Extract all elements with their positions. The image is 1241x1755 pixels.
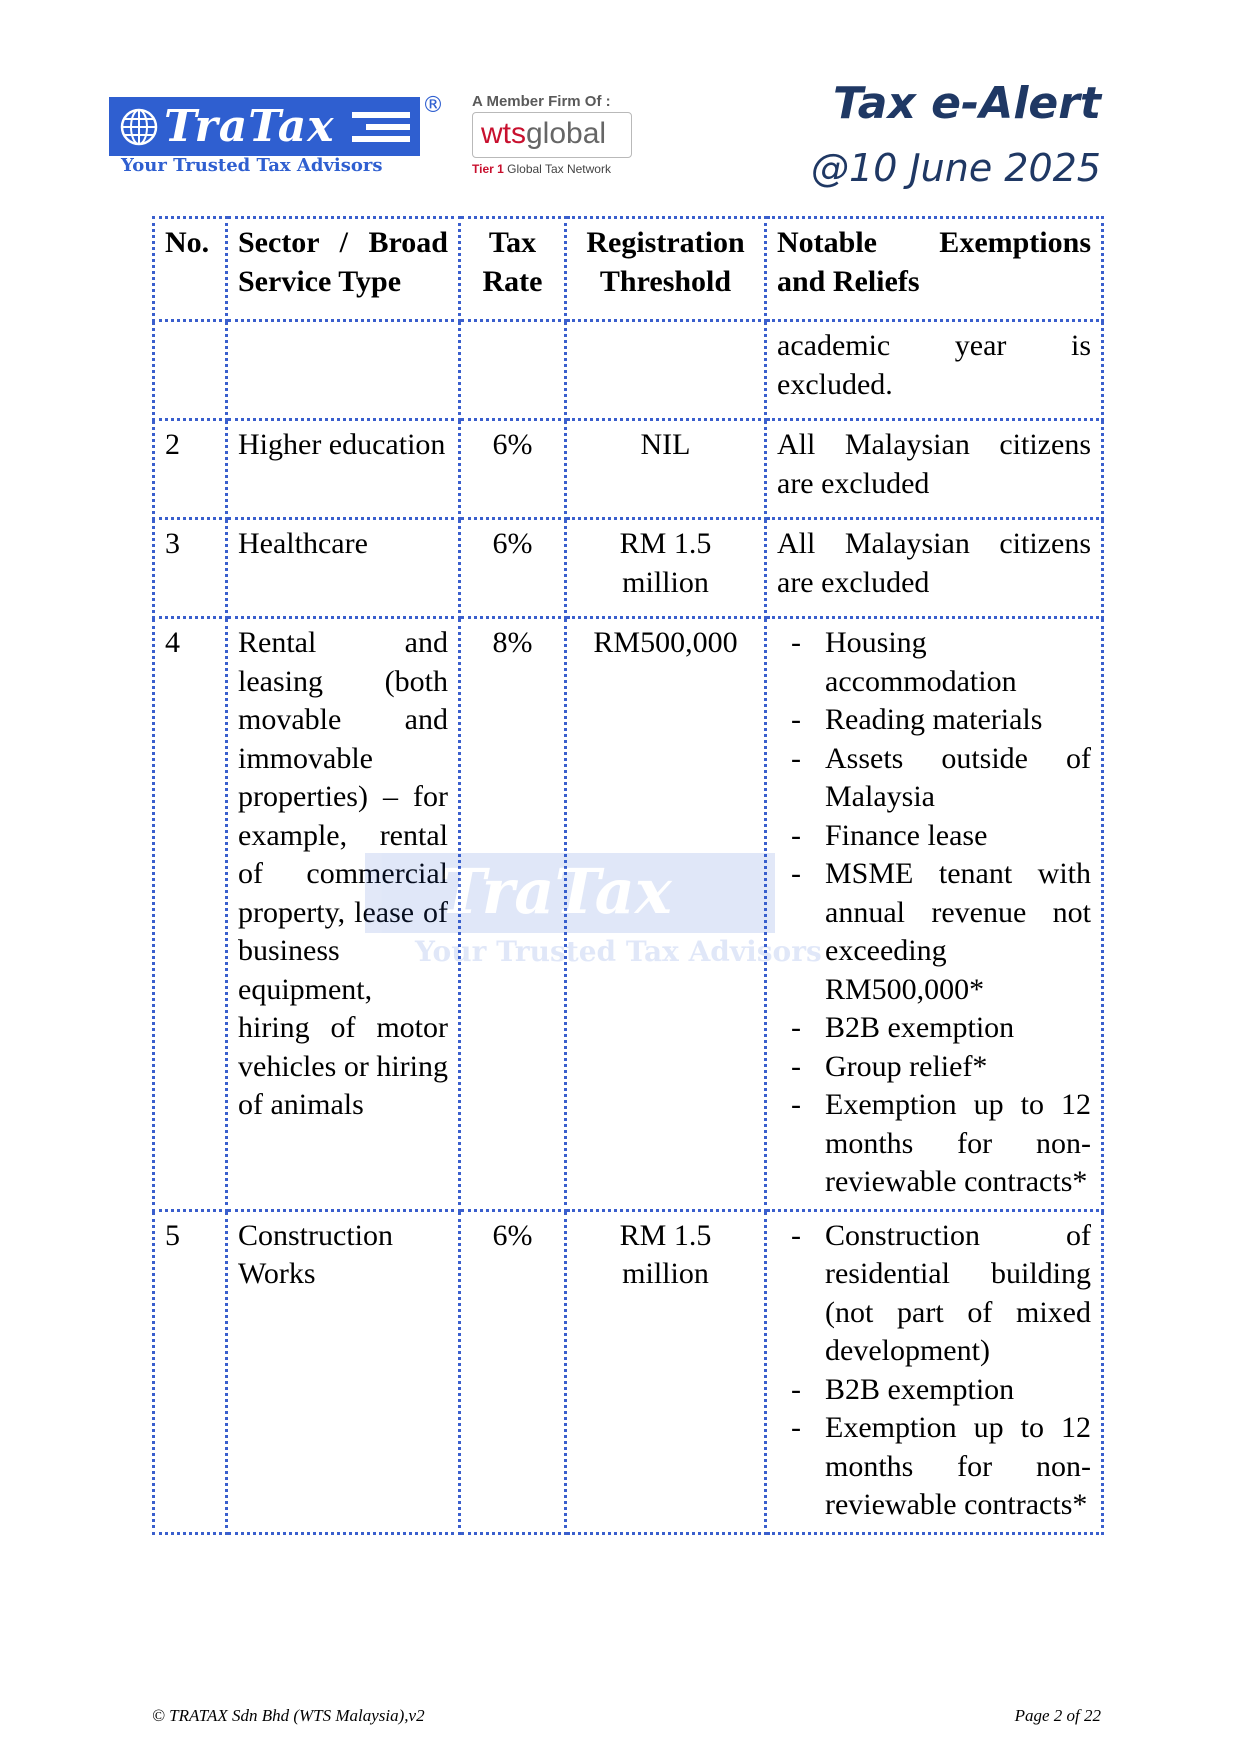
list-item: - B2B exemption (791, 1372, 1015, 1406)
list-item: - B2B exemption (791, 1011, 1015, 1044)
cell-sector (227, 321, 460, 420)
list-item: - Finance lease (791, 818, 988, 852)
watermark-tagline: Your Trusted Tax Advisors (415, 935, 822, 968)
list-item: - MSME tenant with annual revenue not exceeding RM500,000* (791, 857, 1091, 1006)
tratax-logo-box (109, 97, 420, 156)
cell-tax-rate: 8% (460, 618, 566, 1211)
header-no: No. (154, 218, 227, 321)
cell-threshold: NIL (566, 420, 766, 519)
footer-copyright: © TRATAX Sdn Bhd (WTS Malaysia),v2 (152, 1706, 425, 1725)
list-item: - Housing accommodation (791, 626, 1017, 698)
cell-no: 2 (154, 420, 227, 519)
member-firm-label: A Member Firm Of : (472, 93, 611, 110)
header-exemptions: Notable Exemptions and Reliefs (766, 218, 1103, 321)
cell-threshold: RM500,000 (566, 618, 766, 1211)
exemption-list (777, 624, 1091, 1202)
cell-no: 5 (154, 1210, 227, 1533)
list-item: - Assets outside of Malaysia (791, 741, 1091, 813)
page-title: Tax e-Alert (833, 78, 1101, 129)
tratax-tagline: Your Trusted Tax Advisors (121, 155, 383, 176)
cell-threshold: RM 1.5 million (566, 1210, 766, 1533)
table-header-row (154, 218, 1103, 321)
cell-sector: Construction Works (227, 1210, 460, 1533)
cell-threshold (566, 321, 766, 420)
table-row (154, 420, 1103, 519)
list-item: - Group relief* (791, 1049, 988, 1083)
registered-mark: ® (422, 93, 444, 118)
table-row (154, 321, 1103, 420)
cell-exemptions (766, 1210, 1103, 1533)
cell-exemptions: academic year is excluded. (766, 321, 1103, 420)
list-item: - Reading materials (791, 703, 1043, 736)
list-item: - Exemption up to 12 months for non-reviewable contracts* (791, 1411, 1091, 1521)
cell-tax-rate: 6% (460, 1210, 566, 1533)
cell-no (154, 321, 227, 420)
cell-threshold: RM 1.5 million (566, 519, 766, 618)
cell-exemptions: All Malaysian citizens are excluded (766, 420, 1103, 519)
cell-sector: Higher education (227, 420, 460, 519)
wts-wordmark (481, 117, 606, 151)
tax-rates-table (152, 216, 1104, 1535)
wts-word-a: wts (481, 117, 526, 150)
watermark-name: TraTax (440, 855, 672, 928)
wts-word-b: global (526, 117, 607, 150)
list-item: - Construction of residential building (not part of mixed development) (791, 1218, 1091, 1367)
tier-rest: Global Tax Network (503, 162, 611, 176)
cell-tax-rate: 6% (460, 420, 566, 519)
list-item: - Exemption up to 12 months for non-reviewable contracts* (791, 1088, 1091, 1198)
tratax-logo-name: TraTax (164, 101, 335, 152)
bars-icon (352, 110, 412, 144)
header-registration-threshold: Registration Threshold (566, 218, 766, 321)
cell-tax-rate: 6% (460, 519, 566, 618)
tratax-logo (109, 93, 447, 182)
table-row (154, 1210, 1103, 1533)
footer-page-number: Page 2 of 22 (1014, 1706, 1101, 1725)
cell-no: 4 (154, 618, 227, 1211)
header-tax-rate: Tax Rate (460, 218, 566, 321)
exemption-list (777, 1217, 1091, 1525)
tier-label (472, 162, 611, 176)
tier-prefix: Tier 1 (472, 162, 504, 176)
alert-date: @10 June 2025 (811, 146, 1101, 190)
wts-logo-box (472, 112, 632, 158)
table-row (154, 618, 1103, 1211)
cell-exemptions: All Malaysian citizens are excluded (766, 519, 1103, 618)
cell-exemptions (766, 618, 1103, 1211)
wts-global-logo (470, 90, 650, 185)
cell-no: 3 (154, 519, 227, 618)
cell-sector: Rental and leasing (both movable and immovable properties) – for example, rental of commercial property, lease of business equipment, hiring of motor vehicles or hiring of animals (227, 618, 460, 1211)
header-sector: Sector / Broad Service Type (227, 218, 460, 321)
globe-icon (119, 107, 159, 147)
table-row (154, 519, 1103, 618)
cell-tax-rate (460, 321, 566, 420)
cell-sector: Healthcare (227, 519, 460, 618)
